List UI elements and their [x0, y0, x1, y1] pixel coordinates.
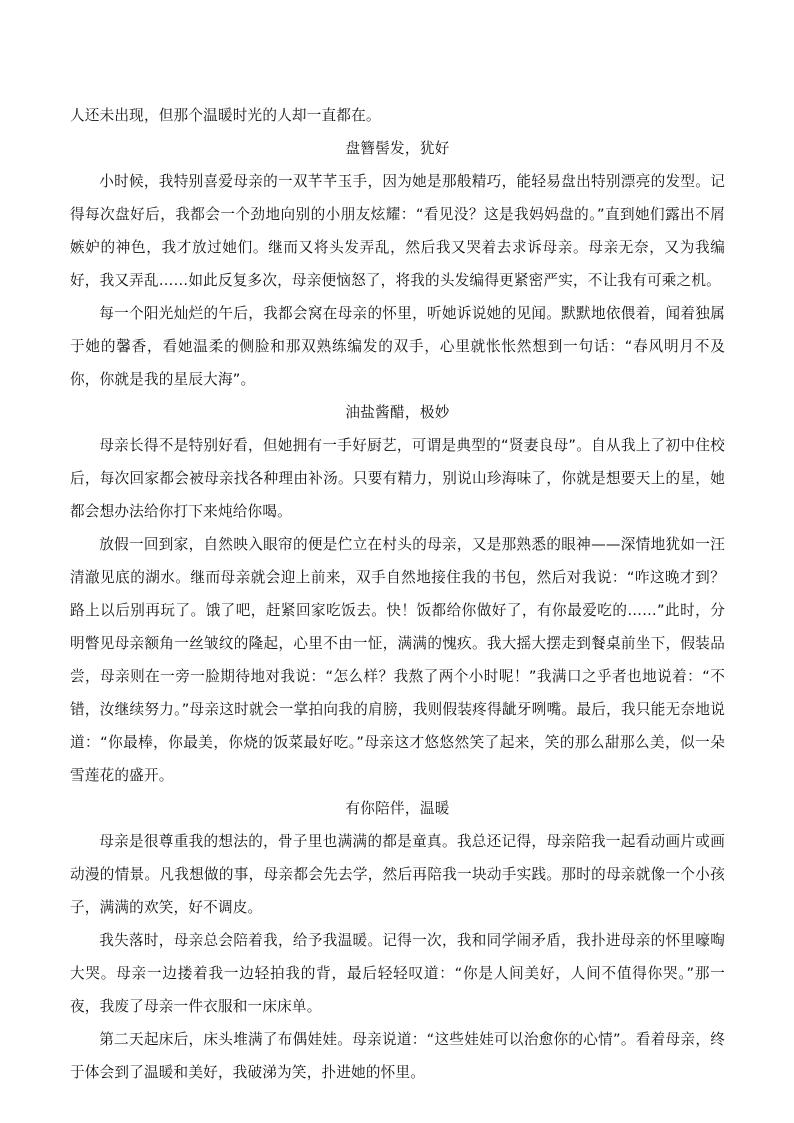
paragraph: 放假一回到家，自然映入眼帘的便是伫立在村头的母亲，又是那熟悉的眼神——深情地犹如一汪清澈见底的湖水。继而母亲就会迎上前来，双手自然地接住我的书包，然后对我说：“咋这晚才到？路上以后别再玩了。饿了吧，赶紧回家吃饭去。快！饭都给你做好了，有你最爱吃的……”此时，分明瞥见母亲额角一丝皱纹的隆起，心里不由一怔，满满的愧疚。我大摇大摆走到餐桌前坐下，假装品尝，母亲则在一旁一脸期待地对我说：“怎么样？我熬了两个小时呢！”我满口之乎者也地说着：“不错，汝继续努力。”母亲这时就会一掌拍向我的肩膀，我则假装疼得龇牙咧嘴。最后，我只能无奈地说道：“你最棒，你最美，你烧的饭菜最好吃。”母亲这才悠悠然笑了起来，笑的那么甜那么美，似一朵雪莲花的盛开。 [70, 536, 725, 784]
section-heading: 有你陪伴，温暖 [345, 800, 450, 817]
paragraph: 母亲长得不是特别好看，但她拥有一手好厨艺，可谓是典型的“贤妻良母”。自从我上了初中住校后，每次回家都会被母亲找各种理由补汤。只要有精力，别说山珍海味了，你就是想要天上的星，她都会想办法给你打下来炖给你喝。 [70, 437, 725, 520]
paragraph: 母亲是很尊重我的想法的，骨子里也满满的都是童真。我总还记得，母亲陪我一起看动画片或画动漫的情景。凡我想做的事，母亲都会先去学，然后再陪我一块动手实践。那时的母亲就像一个小孩子，满满的欢笑，好不调皮。 [70, 833, 725, 916]
essay-body [70, 99, 725, 1089]
paragraph: 每一个阳光灿烂的午后，我都会窝在母亲的怀里，听她诉说她的见闻。默默地依偎着，闻着独属于她的馨香，看她温柔的侧脸和那双熟练编发的双手，心里就怅怅然想到一句话：“春风明月不及你，你就是我的星辰大海”。 [70, 305, 725, 388]
section-heading: 盘簪髻发，犹好 [345, 140, 450, 157]
paragraph: 第二天起床后，床头堆满了布偶娃娃。母亲说道：“这些娃娃可以治愈你的心情”。看着母亲，终于体会到了温暖和美好，我破涕为笑，扑进她的怀里。 [70, 1031, 725, 1081]
section-heading: 油盐酱醋，极妙 [345, 404, 450, 421]
paragraph: 我失落时，母亲总会陪着我，给予我温暖。记得一次，我和同学闹矛盾，我扑进母亲的怀里嚎啕大哭。母亲一边搂着我一边轻拍我的背，最后轻轻叹道：“你是人间美好，人间不值得你哭。”那一夜，我废了母亲一件衣服和一床床单。 [70, 932, 725, 1015]
paragraph: 小时候，我特别喜爱母亲的一双芊芊玉手，因为她是那般精巧，能轻易盘出特别漂亮的发型。记得每次盘好后，我都会一个劲地向别的小朋友炫耀：“看见没？这是我妈妈盘的。”直到她们露出不屑嫉妒的神色，我才放过她们。继而又将头发弄乱，然后我又哭着去求诉母亲。母亲无奈，又为我编好，我又弄乱……如此反复多次，母亲便恼怒了，将我的头发编得更紧密严实，不让我有可乘之机。 [70, 173, 725, 289]
paragraph: 人还未出现，但那个温暖时光的人却一直都在。 [70, 107, 381, 124]
